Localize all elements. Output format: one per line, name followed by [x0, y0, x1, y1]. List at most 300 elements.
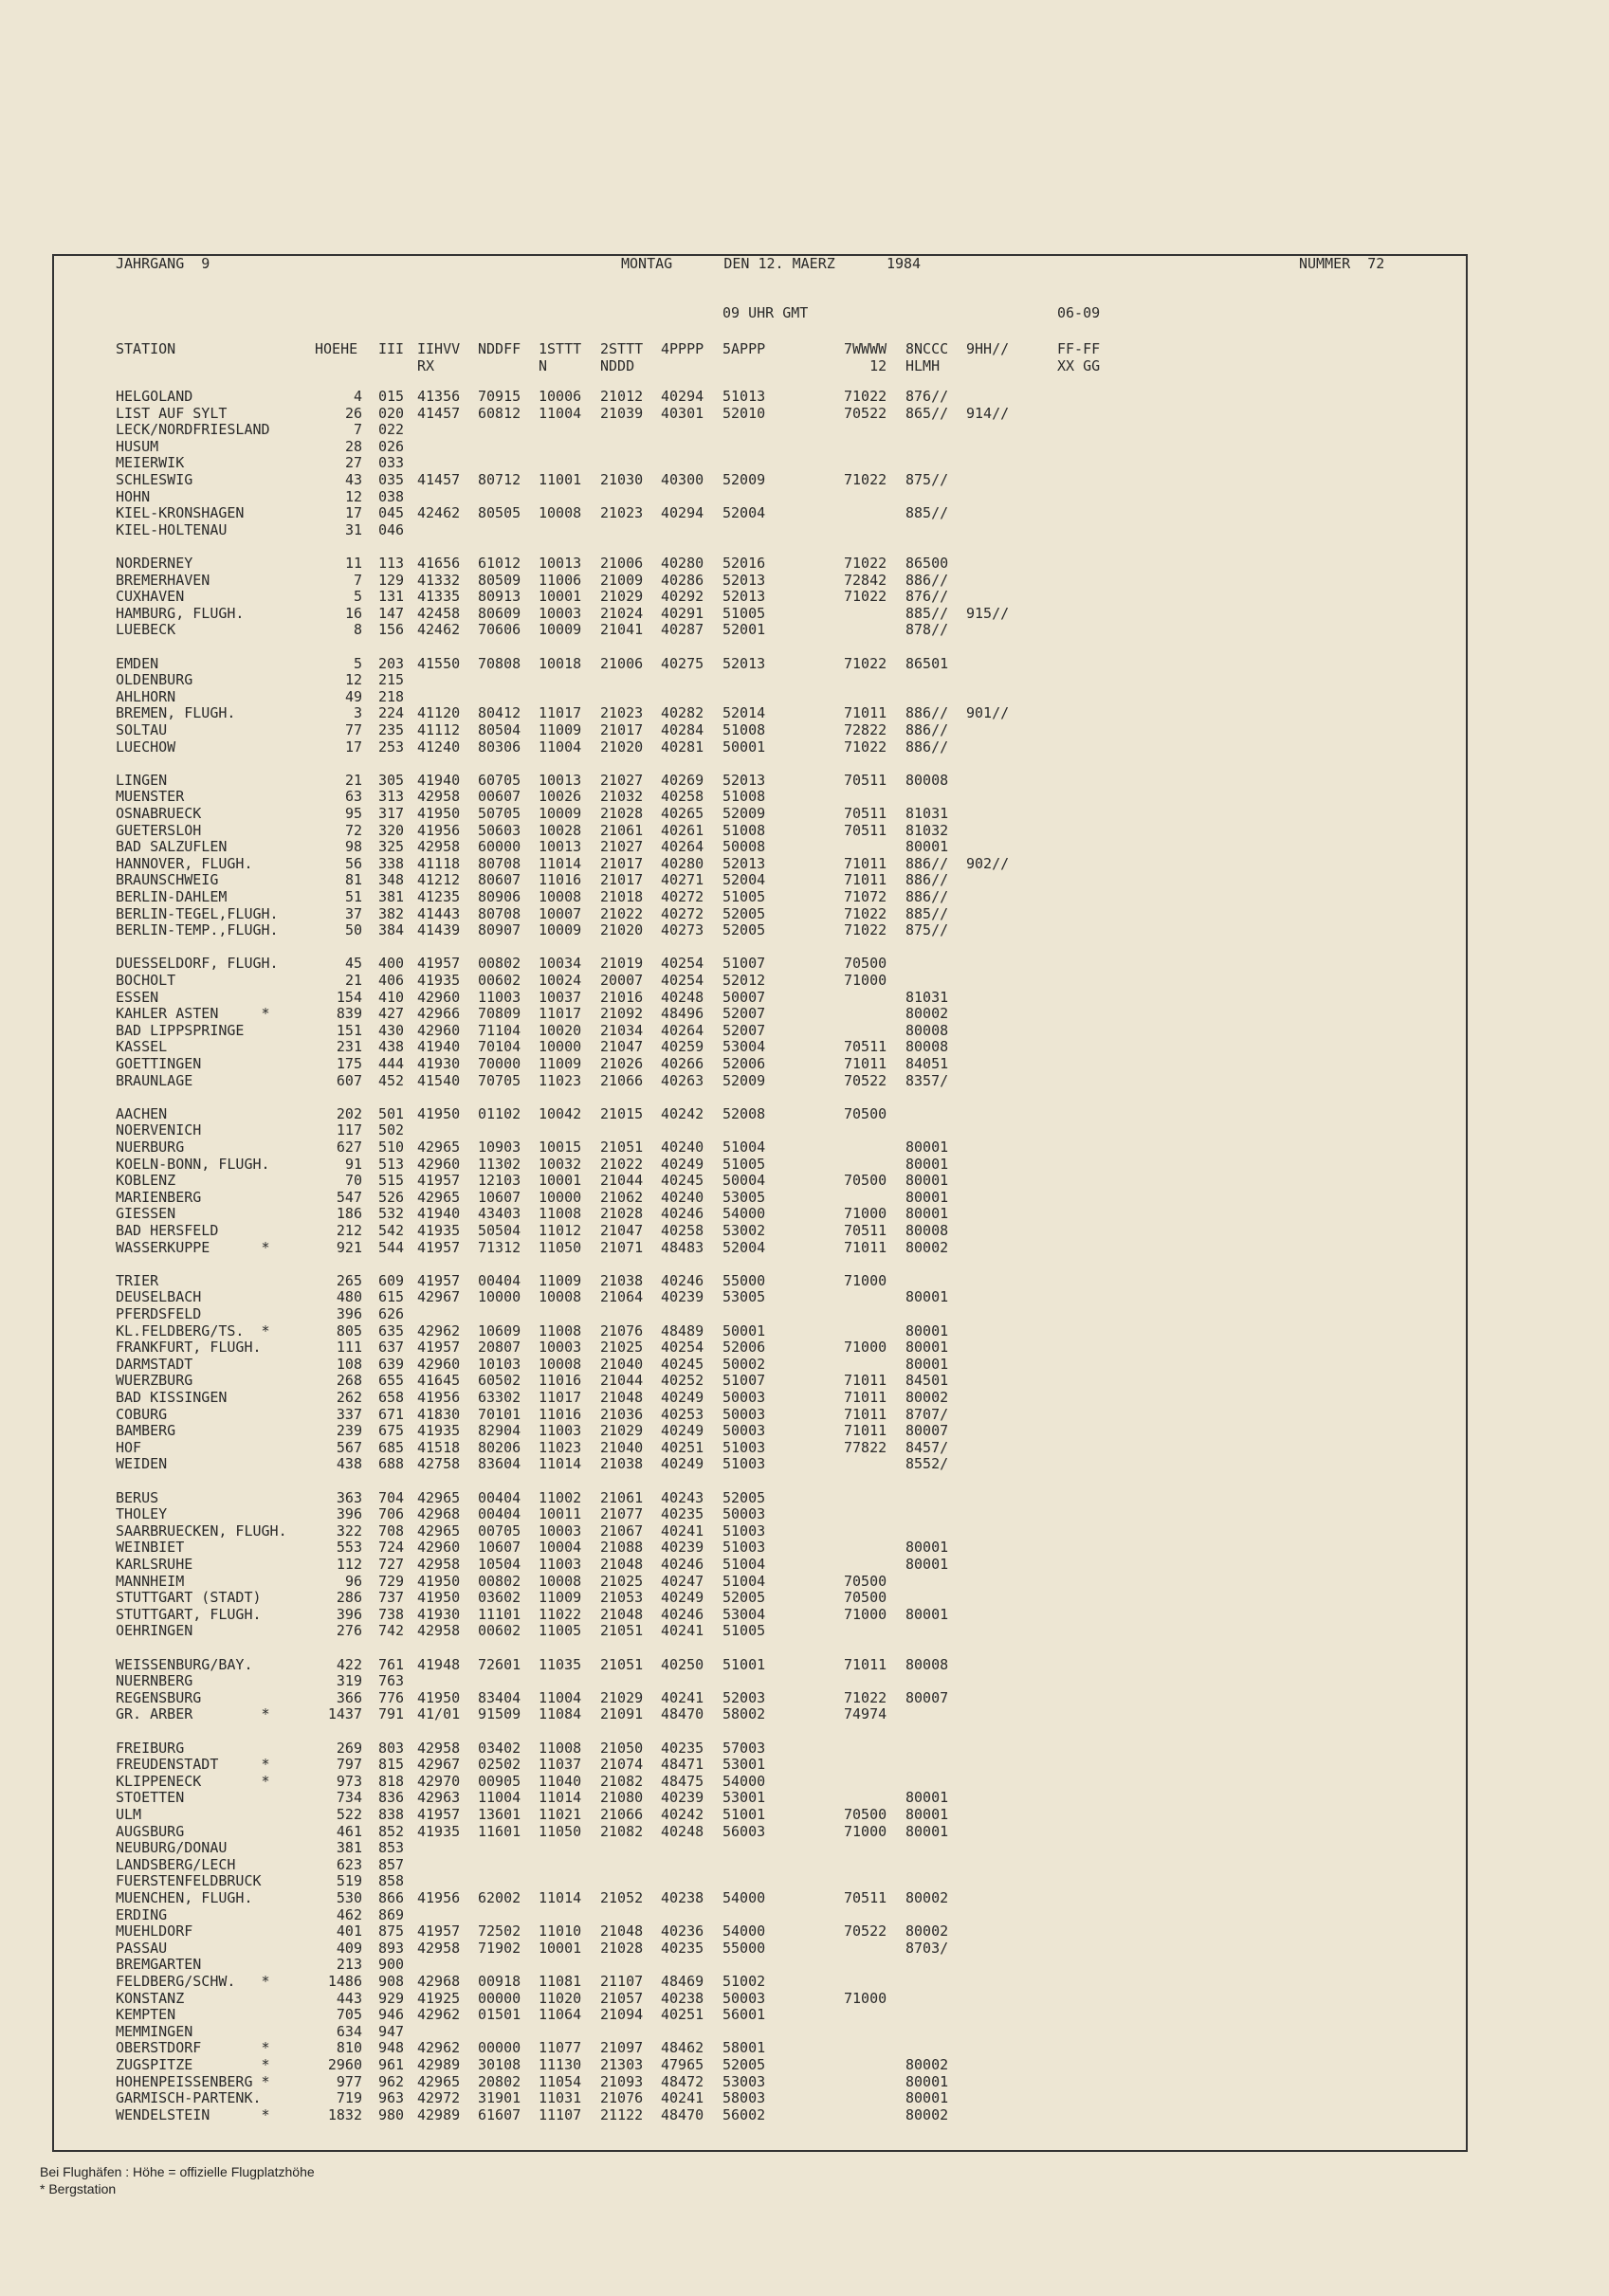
column-header-1sttt: 1STTT N [539, 340, 582, 374]
group-5appp: 53003 [722, 2072, 766, 2090]
group-1sttt: 11009 [539, 1589, 582, 1607]
station-name: GR. ARBER * [116, 1705, 270, 1723]
group-iihvv: 41925 [417, 1989, 461, 2007]
group-5appp: 51002 [722, 1973, 766, 1990]
group-4pppp: 40282 [661, 704, 704, 722]
group-5appp: 51013 [722, 388, 766, 405]
group-nddff: 02502 [478, 1756, 521, 1774]
group-2sttt: 20007 [600, 972, 644, 989]
group-7wwww: 72822 [844, 721, 887, 738]
group-1sttt: 11035 [539, 1655, 582, 1673]
group-4pppp: 40238 [661, 1889, 704, 1906]
station-height: 12 [344, 487, 362, 505]
station-name: HOF [116, 1438, 142, 1456]
group-5appp: 52001 [722, 621, 766, 639]
group-8nccc: 80001 [905, 1539, 949, 1557]
group-iihvv: 41957 [417, 1922, 461, 1941]
group-4pppp: 40239 [661, 1539, 704, 1557]
group-iihvv: 42966 [417, 1005, 461, 1023]
group-1sttt: 10013 [539, 771, 582, 789]
group-1sttt: 11050 [539, 1238, 582, 1256]
group-8nccc: 886// [905, 854, 949, 872]
group-5appp: 54000 [722, 1922, 766, 1941]
group-4pppp: 40240 [661, 1139, 704, 1156]
group-8nccc: 80002 [905, 1238, 949, 1256]
group-2sttt: 21017 [600, 871, 644, 889]
station-name: MEMMINGEN [116, 2022, 193, 2040]
group-8nccc: 80002 [905, 2105, 949, 2123]
station-height: 973 [336, 1772, 362, 1790]
station-index: 980 [378, 2105, 405, 2123]
station-index: 382 [378, 904, 405, 922]
group-2sttt: 21034 [600, 1021, 644, 1039]
station-height: 461 [336, 1822, 362, 1840]
group-4pppp: 40243 [661, 1488, 704, 1506]
station-height: 21 [344, 771, 362, 789]
group-4pppp: 40265 [661, 805, 704, 822]
column-header-9hh: 9HH// [966, 340, 1010, 357]
station-name: LANDSBERG/LECH [116, 1855, 236, 1873]
column-header-7wwww: 7WWWW 12 [844, 340, 887, 374]
group-7wwww: 70500 [844, 1806, 887, 1823]
station-name: BAD KISSINGEN [116, 1389, 228, 1406]
station-name: BRAUNSCHWEIG [116, 871, 219, 889]
station-name: FRANKFURT, FLUGH. [116, 1339, 262, 1357]
group-1sttt: 11006 [539, 571, 582, 589]
group-4pppp: 40238 [661, 1989, 704, 2007]
group-iihvv: 41940 [417, 1038, 461, 1056]
group-5appp: 56003 [722, 1822, 766, 1840]
group-8nccc: 80001 [905, 1806, 949, 1823]
station-index: 637 [378, 1339, 405, 1357]
station-index: 893 [378, 1939, 405, 1957]
group-2sttt: 21076 [600, 1321, 644, 1339]
station-name: BREMEN, FLUGH. [116, 704, 236, 722]
group-7wwww: 70511 [844, 805, 887, 822]
group-2sttt: 21048 [600, 1556, 644, 1573]
station-index: 866 [378, 1889, 405, 1906]
station-name: MUENSTER [116, 788, 185, 806]
group-nddff: 11003 [478, 988, 521, 1006]
station-index: 818 [378, 1772, 405, 1790]
station-height: 17 [344, 504, 362, 522]
station-index: 875 [378, 1922, 405, 1941]
group-5appp: 52009 [722, 805, 766, 822]
station-name: LUEBECK [116, 621, 176, 639]
group-iihvv: 42965 [417, 1488, 461, 1506]
station-index: 026 [378, 437, 405, 455]
issue-date: MONTAG DEN 12. MAERZ 1984 [621, 255, 922, 272]
group-7wwww: 70522 [844, 1922, 887, 1941]
group-8nccc: 885// [905, 604, 949, 622]
group-2sttt: 21023 [600, 504, 644, 522]
station-index: 045 [378, 504, 405, 522]
group-1sttt: 10001 [539, 1172, 582, 1190]
station-height: 530 [336, 1889, 362, 1906]
group-4pppp: 40235 [661, 1505, 704, 1523]
group-nddff: 70101 [478, 1405, 521, 1423]
station-height: 96 [344, 1572, 362, 1590]
group-7wwww: 70522 [844, 404, 887, 422]
group-iihvv: 42968 [417, 1973, 461, 1990]
group-8nccc: 80001 [905, 1172, 949, 1190]
group-iihvv: 42960 [417, 1021, 461, 1039]
station-index: 838 [378, 1806, 405, 1823]
station-height: 337 [336, 1405, 362, 1423]
group-7wwww: 71022 [844, 588, 887, 606]
station-index: 035 [378, 471, 405, 488]
group-1sttt: 11012 [539, 1222, 582, 1239]
group-2sttt: 21022 [600, 1155, 644, 1173]
group-7wwww: 70500 [844, 955, 887, 973]
group-2sttt: 21026 [600, 1055, 644, 1072]
group-5appp: 53005 [722, 1188, 766, 1206]
group-7wwww: 71000 [844, 1989, 887, 2007]
group-7wwww: 71011 [844, 1372, 887, 1390]
station-height: 117 [336, 1121, 362, 1139]
group-nddff: 50705 [478, 805, 521, 822]
station-name: DEUSELBACH [116, 1288, 202, 1306]
group-nddff: 00802 [478, 1572, 521, 1590]
group-4pppp: 40252 [661, 1372, 704, 1390]
station-index: 400 [378, 955, 405, 973]
group-2sttt: 21015 [600, 1104, 644, 1122]
group-5appp: 53004 [722, 1038, 766, 1056]
group-5appp: 57003 [722, 1739, 766, 1757]
station-height: 396 [336, 1605, 362, 1623]
station-index: 946 [378, 2006, 405, 2024]
group-1sttt: 10013 [539, 555, 582, 572]
station-height: 70 [344, 1172, 362, 1190]
group-iihvv: 41212 [417, 871, 461, 889]
group-8nccc: 81031 [905, 805, 949, 822]
group-1sttt: 11010 [539, 1922, 582, 1941]
group-1sttt: 11040 [539, 1772, 582, 1790]
group-nddff: 00404 [478, 1505, 521, 1523]
station-height: 151 [336, 1021, 362, 1039]
group-8nccc: 80008 [905, 1655, 949, 1673]
group-2sttt: 21025 [600, 1339, 644, 1357]
group-nddff: 70000 [478, 1055, 521, 1072]
group-8nccc: 8457/ [905, 1438, 949, 1456]
station-height: 627 [336, 1139, 362, 1156]
group-2sttt: 21020 [600, 921, 644, 939]
group-4pppp: 40245 [661, 1172, 704, 1190]
station-height: 63 [344, 788, 362, 806]
station-index: 737 [378, 1589, 405, 1607]
group-5appp: 50003 [722, 1405, 766, 1423]
group-iihvv: 41235 [417, 888, 461, 905]
station-name: KOELN-BONN, FLUGH. [116, 1155, 270, 1173]
group-2sttt: 21018 [600, 888, 644, 905]
group-iihvv: 41112 [417, 721, 461, 738]
group-8nccc: 8357/ [905, 1071, 949, 1089]
group-iihvv: 41439 [417, 921, 461, 939]
group-5appp: 52010 [722, 404, 766, 422]
group-iihvv: 42960 [417, 1155, 461, 1173]
station-name: LECK/NORDFRIESLAND [116, 421, 270, 439]
group-1sttt: 10020 [539, 1021, 582, 1039]
station-index: 727 [378, 1556, 405, 1573]
group-nddff: 11601 [478, 1822, 521, 1840]
observation-time: 09 UHR GMT [722, 304, 809, 321]
station-name: HUSUM [116, 437, 159, 455]
group-nddff: 70808 [478, 654, 521, 672]
group-1sttt: 11037 [539, 1756, 582, 1774]
column-header-4pppp: 4PPPP [661, 340, 704, 357]
group-5appp: 54000 [722, 1205, 766, 1223]
group-iihvv: 41332 [417, 571, 461, 589]
station-index: 869 [378, 1905, 405, 1923]
group-2sttt: 21057 [600, 1989, 644, 2007]
station-height: 1437 [327, 1705, 362, 1723]
station-height: 31 [344, 520, 362, 538]
group-2sttt: 21061 [600, 1488, 644, 1506]
group-4pppp: 40292 [661, 588, 704, 606]
group-4pppp: 40272 [661, 904, 704, 922]
group-8nccc: 80002 [905, 1889, 949, 1906]
group-5appp: 52004 [722, 1238, 766, 1256]
group-iihvv: 42962 [417, 1321, 461, 1339]
group-iihvv: 41950 [417, 1589, 461, 1607]
group-1sttt: 10009 [539, 921, 582, 939]
group-1sttt: 10003 [539, 604, 582, 622]
group-8nccc: 886// [905, 738, 949, 756]
station-name: BERUS [116, 1488, 159, 1506]
group-2sttt: 21303 [600, 2056, 644, 2073]
station-name: SAARBRUECKEN, FLUGH. [116, 1522, 287, 1540]
group-nddff: 72601 [478, 1655, 521, 1673]
group-nddff: 71312 [478, 1238, 521, 1256]
station-name: HELGOLAND [116, 388, 193, 405]
group-4pppp: 40275 [661, 654, 704, 672]
group-5appp: 50003 [722, 1422, 766, 1440]
group-iihvv: 41935 [417, 1422, 461, 1440]
group-1sttt: 10003 [539, 1522, 582, 1540]
group-4pppp: 40247 [661, 1572, 704, 1590]
station-name: AHLHORN [116, 687, 176, 705]
group-4pppp: 40286 [661, 571, 704, 589]
group-8nccc: 886// [905, 571, 949, 589]
group-2sttt: 21044 [600, 1172, 644, 1190]
group-nddff: 00802 [478, 955, 521, 973]
station-name: OEHRINGEN [116, 1622, 193, 1640]
station-index: 626 [378, 1305, 405, 1322]
station-index: 338 [378, 854, 405, 872]
group-8nccc: 80008 [905, 1222, 949, 1239]
group-nddff: 60705 [478, 771, 521, 789]
station-height: 28 [344, 437, 362, 455]
group-4pppp: 40251 [661, 1438, 704, 1456]
group-5appp: 52008 [722, 1104, 766, 1122]
group-iihvv: 41957 [417, 1172, 461, 1190]
group-2sttt: 21047 [600, 1222, 644, 1239]
group-nddff: 70809 [478, 1005, 521, 1023]
group-nddff: 70606 [478, 621, 521, 639]
group-nddff: 03402 [478, 1739, 521, 1757]
station-height: 268 [336, 1372, 362, 1390]
column-header-station: STATION [116, 340, 176, 357]
footnote-mountain-station: * Bergstation [40, 2181, 117, 2196]
group-2sttt: 21032 [600, 788, 644, 806]
station-name: GARMISCH-PARTENK. [116, 2089, 262, 2107]
station-index: 615 [378, 1288, 405, 1306]
group-iihvv: 42958 [417, 1556, 461, 1573]
group-5appp: 51004 [722, 1572, 766, 1590]
station-height: 95 [344, 805, 362, 822]
group-4pppp: 48462 [661, 2039, 704, 2057]
station-height: 921 [336, 1238, 362, 1256]
station-height: 81 [344, 871, 362, 889]
group-5appp: 52004 [722, 871, 766, 889]
group-iihvv: 42967 [417, 1288, 461, 1306]
station-height: 396 [336, 1505, 362, 1523]
group-nddff: 31901 [478, 2089, 521, 2107]
group-5appp: 51003 [722, 1438, 766, 1456]
group-1sttt: 10008 [539, 888, 582, 905]
group-iihvv: 41335 [417, 588, 461, 606]
group-nddff: 70915 [478, 388, 521, 405]
group-5appp: 54000 [722, 1889, 766, 1906]
group-9hh: 915// [966, 604, 1010, 622]
station-index: 742 [378, 1622, 405, 1640]
group-iihvv: 41/01 [417, 1705, 461, 1723]
group-4pppp: 40241 [661, 1522, 704, 1540]
group-2sttt: 21076 [600, 2089, 644, 2107]
group-2sttt: 21048 [600, 1605, 644, 1623]
group-4pppp: 40300 [661, 471, 704, 488]
group-5appp: 58003 [722, 2089, 766, 2107]
group-5appp: 52016 [722, 555, 766, 572]
station-name: HAMBURG, FLUGH. [116, 604, 245, 622]
group-2sttt: 21022 [600, 904, 644, 922]
group-1sttt: 11008 [539, 1321, 582, 1339]
group-4pppp: 40249 [661, 1589, 704, 1607]
group-2sttt: 21071 [600, 1238, 644, 1256]
station-name: MEIERWIK [116, 454, 185, 472]
group-5appp: 52005 [722, 921, 766, 939]
station-name: MANNHEIM [116, 1572, 185, 1590]
station-index: 704 [378, 1488, 405, 1506]
station-name: KASSEL [116, 1038, 168, 1056]
station-index: 791 [378, 1705, 405, 1723]
group-2sttt: 21025 [600, 1572, 644, 1590]
group-5appp: 51003 [722, 1522, 766, 1540]
group-4pppp: 40280 [661, 854, 704, 872]
group-4pppp: 40254 [661, 972, 704, 989]
station-name: MUEHLDORF [116, 1922, 193, 1941]
group-iihvv: 41957 [417, 1271, 461, 1289]
station-index: 381 [378, 888, 405, 905]
group-2sttt: 21122 [600, 2105, 644, 2123]
group-8nccc: 80008 [905, 1021, 949, 1039]
group-nddff: 83604 [478, 1455, 521, 1473]
group-iihvv: 42758 [417, 1455, 461, 1473]
group-nddff: 00905 [478, 1772, 521, 1790]
group-7wwww: 70500 [844, 1589, 887, 1607]
group-1sttt: 10003 [539, 1339, 582, 1357]
group-4pppp: 40280 [661, 555, 704, 572]
group-5appp: 52012 [722, 972, 766, 989]
group-4pppp: 40249 [661, 1422, 704, 1440]
group-4pppp: 40272 [661, 888, 704, 905]
group-2sttt: 21029 [600, 1688, 644, 1706]
group-nddff: 80306 [478, 738, 521, 756]
group-8nccc: 876// [905, 388, 949, 405]
group-iihvv: 41930 [417, 1055, 461, 1072]
observation-range: 06-09 [1057, 304, 1101, 321]
station-height: 276 [336, 1622, 362, 1640]
station-height: 363 [336, 1488, 362, 1506]
group-1sttt: 10018 [539, 654, 582, 672]
station-height: 7 [353, 421, 362, 439]
station-index: 532 [378, 1205, 405, 1223]
group-4pppp: 40281 [661, 738, 704, 756]
group-5appp: 52013 [722, 588, 766, 606]
group-iihvv: 41518 [417, 1438, 461, 1456]
group-4pppp: 40264 [661, 838, 704, 856]
station-name: NUERBURG [116, 1139, 185, 1156]
group-nddff: 00404 [478, 1271, 521, 1289]
group-7wwww: 77822 [844, 1438, 887, 1456]
station-index: 609 [378, 1271, 405, 1289]
station-name: FREIBURG [116, 1739, 185, 1757]
group-iihvv: 41956 [417, 1889, 461, 1906]
group-iihvv: 41645 [417, 1372, 461, 1390]
station-height: 175 [336, 1055, 362, 1072]
group-nddff: 20807 [478, 1339, 521, 1357]
group-4pppp: 40241 [661, 2089, 704, 2107]
station-index: 218 [378, 687, 405, 705]
group-8nccc: 80001 [905, 1288, 949, 1306]
station-index: 900 [378, 1956, 405, 1974]
group-2sttt: 21061 [600, 821, 644, 839]
group-2sttt: 21020 [600, 738, 644, 756]
station-index: 131 [378, 588, 405, 606]
group-nddff: 80708 [478, 904, 521, 922]
station-height: 37 [344, 904, 362, 922]
group-1sttt: 10009 [539, 621, 582, 639]
group-nddff: 72502 [478, 1922, 521, 1941]
group-5appp: 52014 [722, 704, 766, 722]
group-1sttt: 10008 [539, 1288, 582, 1306]
group-iihvv: 41957 [417, 955, 461, 973]
group-5appp: 51005 [722, 1622, 766, 1640]
group-nddff: 63302 [478, 1389, 521, 1406]
station-name: OSNABRUECK [116, 805, 202, 822]
group-4pppp: 47965 [661, 2056, 704, 2073]
station-name: STOETTEN [116, 1789, 185, 1807]
station-name: KAHLER ASTEN * [116, 1005, 270, 1023]
group-iihvv: 41656 [417, 555, 461, 572]
station-name: ZUGSPITZE * [116, 2056, 270, 2073]
group-9hh: 902// [966, 854, 1010, 872]
group-2sttt: 21028 [600, 1939, 644, 1957]
group-nddff: 80509 [478, 571, 521, 589]
group-iihvv: 41950 [417, 805, 461, 822]
group-nddff: 60502 [478, 1372, 521, 1390]
group-5appp: 51005 [722, 604, 766, 622]
group-7wwww: 70500 [844, 1572, 887, 1590]
group-5appp: 51001 [722, 1806, 766, 1823]
group-1sttt: 11003 [539, 1422, 582, 1440]
group-2sttt: 21080 [600, 1789, 644, 1807]
station-height: 805 [336, 1321, 362, 1339]
group-nddff: 91509 [478, 1705, 521, 1723]
group-iihvv: 42968 [417, 1505, 461, 1523]
group-5appp: 52005 [722, 904, 766, 922]
group-iihvv: 42958 [417, 1622, 461, 1640]
